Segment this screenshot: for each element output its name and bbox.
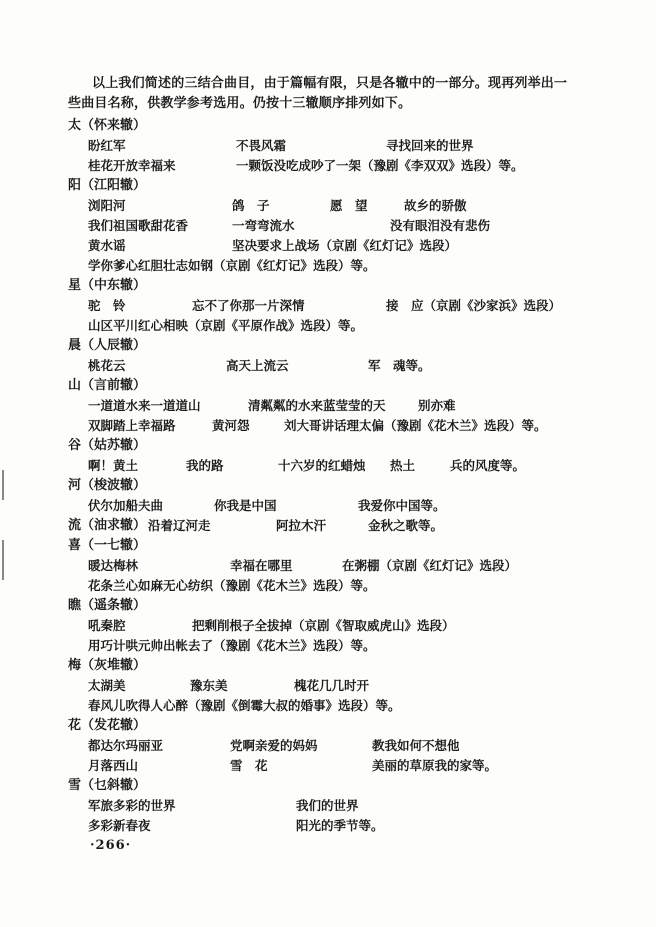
song-title: 一道道水来一道道山 bbox=[88, 398, 201, 413]
section-heading: 瞧（遥条辙） bbox=[68, 598, 147, 613]
song-row bbox=[68, 496, 588, 516]
song-title: 槐花几几时开 bbox=[294, 678, 370, 693]
rhyme-section bbox=[68, 476, 588, 516]
song-title: 在粥棚（京剧《红灯记》选段） bbox=[342, 558, 518, 573]
song-title: 幸福在哪里 bbox=[230, 558, 293, 573]
song-title: 学你爹心红胆壮志如钢（京剧《红灯记》选段）等。 bbox=[88, 258, 376, 273]
song-title: 别亦难 bbox=[418, 398, 456, 413]
rhyme-section bbox=[68, 656, 588, 716]
song-title: 桂花开放幸福来 bbox=[88, 158, 176, 173]
song-title: 黄水谣 bbox=[88, 238, 126, 253]
intro-paragraph bbox=[68, 74, 568, 114]
song-title: 坚决要求上战场（京剧《红灯记》选段） bbox=[232, 238, 458, 253]
section-heading: 太（怀来辙） bbox=[68, 118, 147, 133]
song-row bbox=[68, 736, 588, 756]
song-title: 桃花云 bbox=[88, 358, 126, 373]
section-heading: 流（油求辙） bbox=[68, 518, 147, 533]
song-title: 兵的风度等。 bbox=[450, 458, 526, 473]
song-title: 一弯弯流水 bbox=[232, 218, 295, 233]
song-title: 豫东美 bbox=[190, 678, 228, 693]
song-title: 鸽 子 bbox=[232, 198, 270, 213]
rhyme-section bbox=[68, 376, 588, 436]
intro-line-1: 以上我们简述的三结合曲目，由于篇幅有限，只是各辙中的一部分。现再列举出一 bbox=[92, 76, 568, 91]
song-title: 一颗饭没吃成吵了一架（豫剧《李双双》选段）等。 bbox=[236, 158, 524, 173]
rhyme-section bbox=[68, 596, 588, 656]
song-title: 热土 bbox=[390, 458, 416, 473]
song-title: 用巧计哄元帅出帐去了（豫剧《花木兰》选段）等。 bbox=[88, 638, 376, 653]
song-row bbox=[68, 796, 588, 816]
section-heading: 阳（江阳辙） bbox=[68, 178, 147, 193]
song-title: 浏阳河 bbox=[88, 198, 126, 213]
song-title: 军旅多彩的世界 bbox=[88, 798, 176, 813]
song-title: 高天上流云 bbox=[226, 358, 289, 373]
intro-line-2: 些曲目名称，供教学参考选用。仍按十三辙顺序排列如下。 bbox=[68, 96, 412, 111]
song-row bbox=[68, 556, 588, 576]
song-row bbox=[68, 696, 588, 716]
section-heading: 梅（灰堆辙） bbox=[68, 658, 147, 673]
rhyme-section bbox=[68, 776, 588, 836]
song-title: 驼 铃 bbox=[88, 298, 126, 313]
song-row bbox=[68, 216, 588, 236]
section-heading: 山（言前辙） bbox=[68, 378, 147, 393]
section-heading: 谷（姑苏辙） bbox=[68, 438, 147, 453]
song-title: 把剩削根子全拔掉（京剧《智取威虎山》选段） bbox=[192, 618, 455, 633]
section-heading: 雪（乜斜辙） bbox=[68, 778, 147, 793]
song-title: 故乡的骄傲 bbox=[404, 198, 467, 213]
song-row bbox=[68, 296, 588, 316]
song-title: 暖达梅林 bbox=[88, 558, 139, 573]
song-row bbox=[68, 396, 588, 416]
song-title: 你我是中国 bbox=[214, 498, 277, 513]
song-row bbox=[68, 316, 588, 336]
rhyme-section bbox=[68, 276, 588, 336]
song-row bbox=[68, 816, 588, 836]
song-title: 盼红军 bbox=[88, 138, 126, 153]
section-heading: 河（梭波辙） bbox=[68, 478, 147, 493]
song-title: 伏尔加船夫曲 bbox=[88, 498, 164, 513]
song-title: 没有眼泪没有悲伤 bbox=[390, 218, 491, 233]
song-title: 寻找回来的世界 bbox=[386, 138, 474, 153]
song-row bbox=[68, 136, 588, 156]
song-row bbox=[68, 456, 588, 476]
song-title: 都达尔玛丽亚 bbox=[88, 738, 164, 753]
song-title: 金秋之歌等。 bbox=[368, 518, 444, 533]
rhyme-section bbox=[68, 516, 588, 536]
song-row bbox=[68, 196, 588, 216]
song-title: 黄河怨 bbox=[212, 418, 250, 433]
song-row bbox=[68, 576, 588, 596]
song-title: 教我如何不想他 bbox=[372, 738, 460, 753]
song-title: 刘大哥讲话理太偏（豫剧《花木兰》选段）等。 bbox=[284, 418, 547, 433]
song-title: 我们的世界 bbox=[296, 798, 359, 813]
song-title: 军 魂等。 bbox=[368, 358, 431, 373]
song-title: 花条兰心如麻无心纺织（豫剧《花木兰》选段）等。 bbox=[88, 578, 376, 593]
song-title: 啊！黄土 bbox=[88, 458, 139, 473]
song-row bbox=[68, 256, 588, 276]
rhyme-section bbox=[68, 336, 588, 376]
song-row bbox=[68, 236, 588, 256]
song-title: 雪 花 bbox=[230, 758, 268, 773]
song-row bbox=[68, 616, 588, 636]
song-title: 我的路 bbox=[186, 458, 224, 473]
song-title: 月落西山 bbox=[88, 758, 139, 773]
song-row bbox=[68, 676, 588, 696]
margin-mark bbox=[2, 540, 4, 580]
song-row bbox=[68, 756, 588, 776]
song-title: 党啊亲爱的妈妈 bbox=[230, 738, 318, 753]
song-title: 我们祖国歌甜花香 bbox=[88, 218, 189, 233]
song-title: 吼秦腔 bbox=[88, 618, 126, 633]
song-row bbox=[68, 356, 588, 376]
rhyme-section bbox=[68, 176, 588, 276]
song-title: 我爱你中国等。 bbox=[358, 498, 446, 513]
song-title: 太湖美 bbox=[88, 678, 126, 693]
section-heading: 喜（一七辙） bbox=[68, 538, 147, 553]
song-title: 十六岁的红蜡烛 bbox=[278, 458, 366, 473]
song-title: 美丽的草原我的家等。 bbox=[372, 758, 498, 773]
song-title: 阳光的季节等。 bbox=[296, 818, 384, 833]
song-title: 接 应（京剧《沙家浜》选段） bbox=[386, 298, 562, 313]
section-heading: 花（发花辙） bbox=[68, 718, 147, 733]
song-title: 多彩新春夜 bbox=[88, 818, 151, 833]
song-title: 春风儿吹得人心醉（豫剧《倒霉大叔的婚事》选段）等。 bbox=[88, 698, 401, 713]
page-number: ·266· bbox=[90, 838, 132, 853]
song-title: 愿 望 bbox=[330, 198, 368, 213]
song-row bbox=[68, 636, 588, 656]
song-title: 不畏风霜 bbox=[236, 138, 287, 153]
song-title: 忘不了你那一片深情 bbox=[192, 298, 305, 313]
margin-mark bbox=[2, 470, 4, 500]
song-title: 阿拉木汗 bbox=[276, 518, 327, 533]
song-title: 清粼粼的水来蓝莹莹的天 bbox=[248, 398, 386, 413]
song-title: 沿着辽河走 bbox=[148, 518, 211, 533]
rhyme-section bbox=[68, 436, 588, 476]
song-title: 山区平川红心相映（京剧《平原作战》选段）等。 bbox=[88, 318, 364, 333]
section-heading: 晨（人辰辙） bbox=[68, 338, 147, 353]
rhyme-section bbox=[68, 116, 588, 176]
rhyme-section bbox=[68, 716, 588, 776]
song-row bbox=[68, 416, 588, 436]
rhyme-section bbox=[68, 536, 588, 596]
song-title: 双脚踏上幸福路 bbox=[88, 418, 176, 433]
section-heading: 星（中东辙） bbox=[68, 278, 147, 293]
song-row bbox=[68, 156, 588, 176]
